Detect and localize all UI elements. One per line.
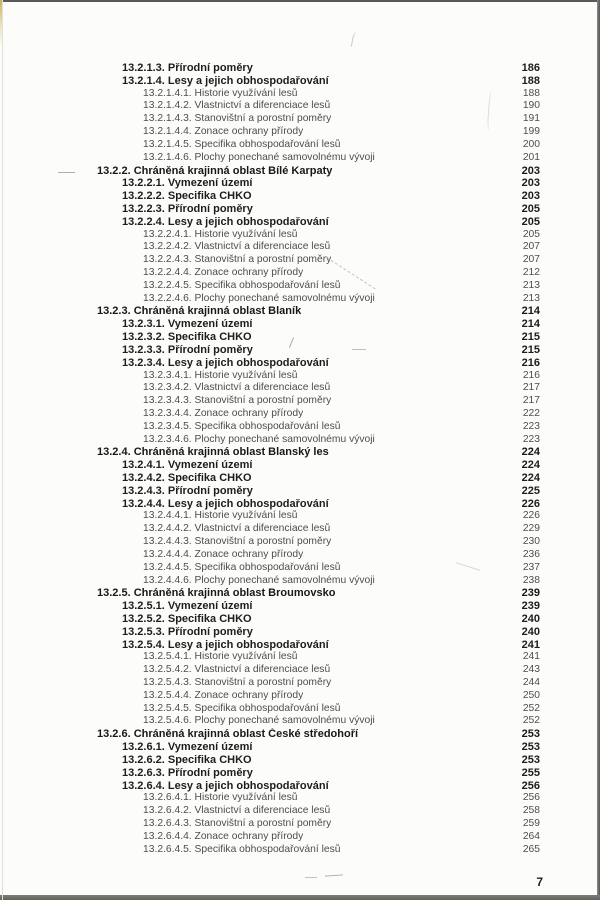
- toc-entry-page: 213: [522, 292, 540, 304]
- toc-entry-label: 13.2.6.4. Lesy a jejich obhospodařování: [122, 779, 329, 792]
- toc-row: [97, 165, 540, 178]
- toc-row: [97, 408, 540, 421]
- toc-entry-label: 13.2.1.4. Lesy a jejich obhospodařování: [122, 74, 329, 87]
- toc-row: [97, 75, 540, 88]
- toc-row: [97, 190, 540, 203]
- toc-entry-label: 13.2.4.2. Specifika CHKO: [122, 472, 252, 484]
- toc-entry-label: 13.2.4. Chráněná krajinná oblast Blanský les: [97, 446, 329, 459]
- toc-entry-label: 13.2.6.4.2. Vlastnictví a diferenciace lesů: [143, 805, 331, 817]
- toc-entry-label: 13.2.1.4.3. Stanovištní a porostní poměry: [143, 113, 332, 125]
- toc-entry-label: 13.2.2.3. Přírodní poměry: [122, 202, 253, 215]
- toc-entry-label: 13.2.3.4.1. Historie využívání lesů: [143, 369, 298, 381]
- toc-row: [97, 626, 540, 639]
- toc-entry-label: 13.2.4.4.1. Historie využívání lesů: [143, 510, 298, 522]
- toc-row: [97, 741, 540, 754]
- toc-row: [97, 370, 540, 383]
- toc-row: [97, 421, 540, 434]
- toc-entry-label: 13.2.2.4.3. Stanovištní a porostní poměry: [143, 254, 332, 266]
- toc-row: [97, 139, 540, 152]
- toc-entry-page: 201: [522, 151, 540, 163]
- toc-row: [97, 331, 540, 344]
- toc-entry-page: 215: [521, 343, 540, 356]
- toc-entry-label: 13.2.5.1. Vymezení území: [122, 600, 253, 613]
- toc-entry-label: 13.2.5.4. Lesy a jejich obhospodařování: [122, 638, 329, 651]
- toc-entry-page: 188: [522, 87, 540, 99]
- toc-row: [97, 844, 540, 857]
- toc-entry-label: 13.2.4.4.3. Stanovištní a porostní poměry: [143, 536, 332, 548]
- toc-entry-page: 205: [521, 215, 540, 228]
- scan-edge-bottom: [0, 895, 600, 900]
- toc-entry-page: 186: [521, 62, 540, 74]
- toc-row: [97, 203, 540, 216]
- toc-entry-label: 13.2.2.2. Specifika CHKO: [122, 190, 252, 203]
- toc-row: [97, 498, 540, 511]
- toc-row: [97, 344, 540, 357]
- toc-entry-label: 13.2.2.4. Lesy a jejich obhospodařování: [122, 215, 329, 228]
- toc-entry-page: 214: [521, 318, 540, 331]
- toc-row: [97, 357, 540, 370]
- toc-entry-label: 13.2.2.4.2. Vlastnictví a diferenciace lesů: [143, 241, 331, 253]
- toc-row: [97, 575, 540, 588]
- toc-entry-page: 253: [521, 741, 540, 754]
- toc-entry-page: 217: [522, 382, 540, 394]
- page-number-footer: 7: [536, 875, 543, 889]
- toc-entry-label: 13.2.4.4.5. Specifika obhospodařování lesů: [143, 561, 341, 573]
- toc-entry-label: 13.2.5.2. Specifika CHKO: [122, 612, 252, 625]
- toc-entry-label: 13.2.2. Chráněná krajinná oblast Bílé Karpaty: [97, 164, 333, 177]
- toc-entry-label: 13.2.2.4.6. Plochy ponechané samovolnému vývoji: [143, 292, 375, 304]
- toc-row: [97, 318, 540, 331]
- toc-entry-label: 13.2.3. Chráněná krajinná oblast Blaník: [97, 305, 302, 318]
- toc-entry-label: 13.2.6.3. Přírodní poměry: [122, 766, 253, 779]
- toc-entry-page: 236: [522, 548, 540, 560]
- toc-row: [97, 459, 540, 472]
- toc-entry-page: 215: [521, 331, 540, 344]
- toc-row: [97, 780, 540, 793]
- toc-row: [97, 728, 540, 741]
- toc-entry-label: 13.2.3.4.3. Stanovištní a porostní poměry: [143, 395, 332, 407]
- toc-entry-label: 13.2.4.4.2. Vlastnictví a diferenciace lesů: [143, 523, 331, 535]
- toc-entry-page: 259: [522, 817, 540, 829]
- toc-entry-page: 252: [522, 715, 540, 727]
- toc-entry-label: 13.2.6.2. Specifika CHKO: [122, 753, 252, 766]
- toc-entry-label: 13.2.4.3. Přírodní poměry: [122, 484, 253, 497]
- toc-entry-label: 13.2.3.4. Lesy a jejich obhospodařování: [122, 356, 329, 369]
- toc-row: [97, 152, 540, 165]
- toc-entry-label: 13.2.6.4.4. Zonace ochrany přírody: [143, 830, 304, 842]
- toc-entry-page: 256: [522, 792, 540, 804]
- toc-row: [97, 549, 540, 562]
- scan-artifact: [351, 32, 359, 48]
- toc-row: [97, 100, 540, 113]
- toc-entry-page: 265: [522, 843, 540, 855]
- toc-entry-label: 13.2.5.4.2. Vlastnictví a diferenciace lesů: [143, 664, 331, 676]
- toc-row: [97, 703, 540, 716]
- toc-entry-page: 258: [522, 805, 540, 817]
- toc-entry-label: 13.2.6.4.1. Historie využívání lesů: [143, 792, 298, 804]
- toc-entry-label: 13.2.6. Chráněná krajinná oblast České středohoří: [97, 728, 359, 741]
- toc-row: [97, 254, 540, 267]
- toc-entry-label: 13.2.3.1. Vymezení území: [122, 318, 253, 331]
- toc-row: [97, 677, 540, 690]
- scan-artifact: [325, 874, 343, 878]
- toc-entry-label: 13.2.3.4.2. Vlastnictví a diferenciace lesů: [143, 382, 331, 394]
- toc-entry-page: 264: [522, 830, 540, 842]
- toc-entry-label: 13.2.5. Chráněná krajinná oblast Broumovsko: [97, 587, 336, 600]
- toc-row: [97, 485, 540, 498]
- scan-artifact: [305, 877, 317, 878]
- toc-row: [97, 216, 540, 229]
- toc-entry-label: 13.2.6.4.3. Stanovištní a porostní poměry: [143, 817, 332, 829]
- toc-row: [97, 229, 540, 242]
- toc-entry-page: 237: [522, 561, 540, 573]
- toc-entry-label: 13.2.2.4.4. Zonace ochrany přírody: [143, 267, 304, 278]
- toc-row: [97, 523, 540, 536]
- toc-row: [97, 113, 540, 126]
- toc-row: [97, 600, 540, 613]
- toc-entry-page: 239: [521, 587, 540, 600]
- toc-row: [97, 305, 540, 318]
- toc-row: [97, 792, 540, 805]
- toc-row: [97, 805, 540, 818]
- toc-row: [97, 639, 540, 652]
- toc-entry-label: 13.2.5.4.5. Specifika obhospodařování lesů: [143, 702, 341, 714]
- toc-entry-page: 253: [521, 753, 540, 766]
- toc-entry-page: 207: [522, 241, 540, 253]
- toc-entry-page: 217: [522, 395, 540, 407]
- toc-entry-label: 13.2.3.4.6. Plochy ponechané samovolnému vývoji: [143, 433, 375, 445]
- toc-row: [97, 395, 540, 408]
- toc-entry-page: 199: [522, 126, 540, 138]
- toc-row: [97, 818, 540, 831]
- toc-entry-page: 250: [522, 689, 540, 701]
- toc-row: [97, 510, 540, 523]
- toc-list: [97, 62, 540, 856]
- toc-entry-page: 188: [521, 74, 540, 87]
- toc-row: [97, 472, 540, 485]
- toc-entry-label: 13.2.3.3. Přírodní poměry: [122, 343, 253, 356]
- toc-entry-page: 203: [521, 164, 540, 177]
- toc-entry-page: 225: [521, 484, 540, 497]
- toc-entry-label: 13.2.1.4.2. Vlastnictví a diferenciace lesů: [143, 100, 331, 112]
- toc-entry-page: 216: [522, 369, 540, 381]
- toc-entry-label: 13.2.4.4.4. Zonace ochrany přírody: [143, 548, 304, 560]
- toc-row: [97, 434, 540, 447]
- toc-entry-page: 244: [522, 677, 540, 688]
- toc-entry-page: 222: [522, 407, 540, 419]
- toc-entry-page: 255: [521, 766, 540, 779]
- toc-entry-label: 13.2.5.4.1. Historie využívání lesů: [143, 651, 298, 663]
- toc-entry-page: 205: [522, 228, 540, 240]
- toc-entry-label: 13.2.2.4.5. Specifika obhospodařování lesů: [143, 279, 341, 291]
- toc-entry-page: 224: [521, 472, 540, 484]
- toc-row: [97, 767, 540, 780]
- toc-entry-label: 13.2.4.4.6. Plochy ponechané samovolnému vývoji: [143, 574, 375, 586]
- toc-row: [97, 613, 540, 626]
- toc-entry-page: 223: [522, 433, 540, 445]
- toc-row: [97, 382, 540, 395]
- toc-row: [97, 536, 540, 549]
- toc-entry-page: 203: [521, 177, 540, 190]
- toc-entry-page: 203: [521, 190, 540, 203]
- toc-entry-page: 240: [521, 625, 540, 638]
- toc-row: [97, 831, 540, 844]
- toc-entry-label: 13.2.2.4.1. Historie využívání lesů: [143, 228, 298, 240]
- toc-entry-label: 13.2.6.1. Vymezení území: [122, 741, 253, 754]
- toc-entry-page: 226: [522, 510, 540, 522]
- toc-entry-page: 240: [521, 612, 540, 625]
- toc-entry-page: 214: [521, 305, 540, 318]
- toc-entry-page: 213: [522, 279, 540, 291]
- toc-row: [97, 664, 540, 677]
- toc-entry-label: 13.2.6.4.5. Specifika obhospodařování lesů: [143, 843, 341, 855]
- scan-edge-left-gold: [0, 0, 2, 46]
- toc-entry-label: 13.2.4.1. Vymezení území: [122, 459, 253, 472]
- scan-edge-top: [0, 0, 600, 2]
- toc-entry-label: 13.2.1.4.1. Historie využívání lesů: [143, 87, 298, 99]
- toc-entry-label: 13.2.3.4.4. Zonace ochrany přírody: [143, 407, 304, 419]
- toc-entry-page: 190: [522, 100, 540, 112]
- toc-row: [97, 562, 540, 575]
- toc-row: [97, 651, 540, 664]
- toc-entry-page: 226: [521, 497, 540, 510]
- toc-entry-label: 13.2.3.4.5. Specifika obhospodařování lesů: [143, 420, 341, 432]
- scan-edge-left: [2, 0, 3, 900]
- toc-entry-page: 243: [522, 664, 540, 676]
- toc-row: [97, 88, 540, 101]
- toc-row: [97, 280, 540, 293]
- toc-entry-page: 200: [522, 138, 540, 150]
- toc-entry-page: 207: [522, 254, 540, 266]
- toc-row: [97, 715, 540, 728]
- toc-entry-page: 205: [521, 202, 540, 215]
- toc-entry-label: 13.2.4.4. Lesy a jejich obhospodařování: [122, 497, 329, 510]
- toc-entry-page: 223: [522, 420, 540, 432]
- toc-entry-label: 13.2.1.4.4. Zonace ochrany přírody: [143, 126, 304, 138]
- toc-entry-page: 241: [522, 651, 540, 663]
- toc-entry-page: 212: [522, 267, 540, 278]
- toc-row: [97, 293, 540, 306]
- toc-entry-page: 239: [521, 600, 540, 613]
- scan-artifact: [58, 172, 75, 173]
- toc-entry-label: 13.2.1.4.5. Specifika obhospodařování lesů: [143, 138, 341, 150]
- toc-entry-label: 13.2.1.3. Přírodní poměry: [122, 62, 253, 74]
- toc-entry-page: 238: [522, 574, 540, 586]
- toc-entry-page: 224: [521, 459, 540, 472]
- toc-row: [97, 241, 540, 254]
- toc-row: [97, 690, 540, 703]
- toc-entry-page: 256: [521, 779, 540, 792]
- toc-row: [97, 754, 540, 767]
- toc-entry-page: 253: [521, 728, 540, 741]
- toc-row: [97, 446, 540, 459]
- toc-entry-label: 13.2.5.4.6. Plochy ponechané samovolnému vývoji: [143, 715, 375, 727]
- toc-entry-label: 13.2.1.4.6. Plochy ponechané samovolnému vývoji: [143, 151, 375, 163]
- toc-row: [97, 177, 540, 190]
- toc-row: [97, 126, 540, 139]
- toc-entry-label: 13.2.3.2. Specifika CHKO: [122, 331, 252, 344]
- toc-entry-label: 13.2.5.4.4. Zonace ochrany přírody: [143, 689, 304, 701]
- toc-entry-page: 216: [521, 356, 540, 369]
- toc-entry-page: 241: [521, 638, 540, 651]
- toc-entry-page: 252: [522, 702, 540, 714]
- toc-entry-page: 229: [522, 523, 540, 535]
- toc-row: [97, 267, 540, 280]
- toc-entry-page: 191: [522, 113, 540, 125]
- toc-entry-label: 13.2.5.4.3. Stanovištní a porostní poměry: [143, 677, 332, 688]
- toc-row: [97, 587, 540, 600]
- toc-entry-page: 230: [522, 536, 540, 548]
- toc-entry-page: 224: [521, 446, 540, 459]
- toc-row: [97, 62, 540, 75]
- toc-entry-label: 13.2.2.1. Vymezení území: [122, 177, 253, 190]
- toc-entry-label: 13.2.5.3. Přírodní poměry: [122, 625, 253, 638]
